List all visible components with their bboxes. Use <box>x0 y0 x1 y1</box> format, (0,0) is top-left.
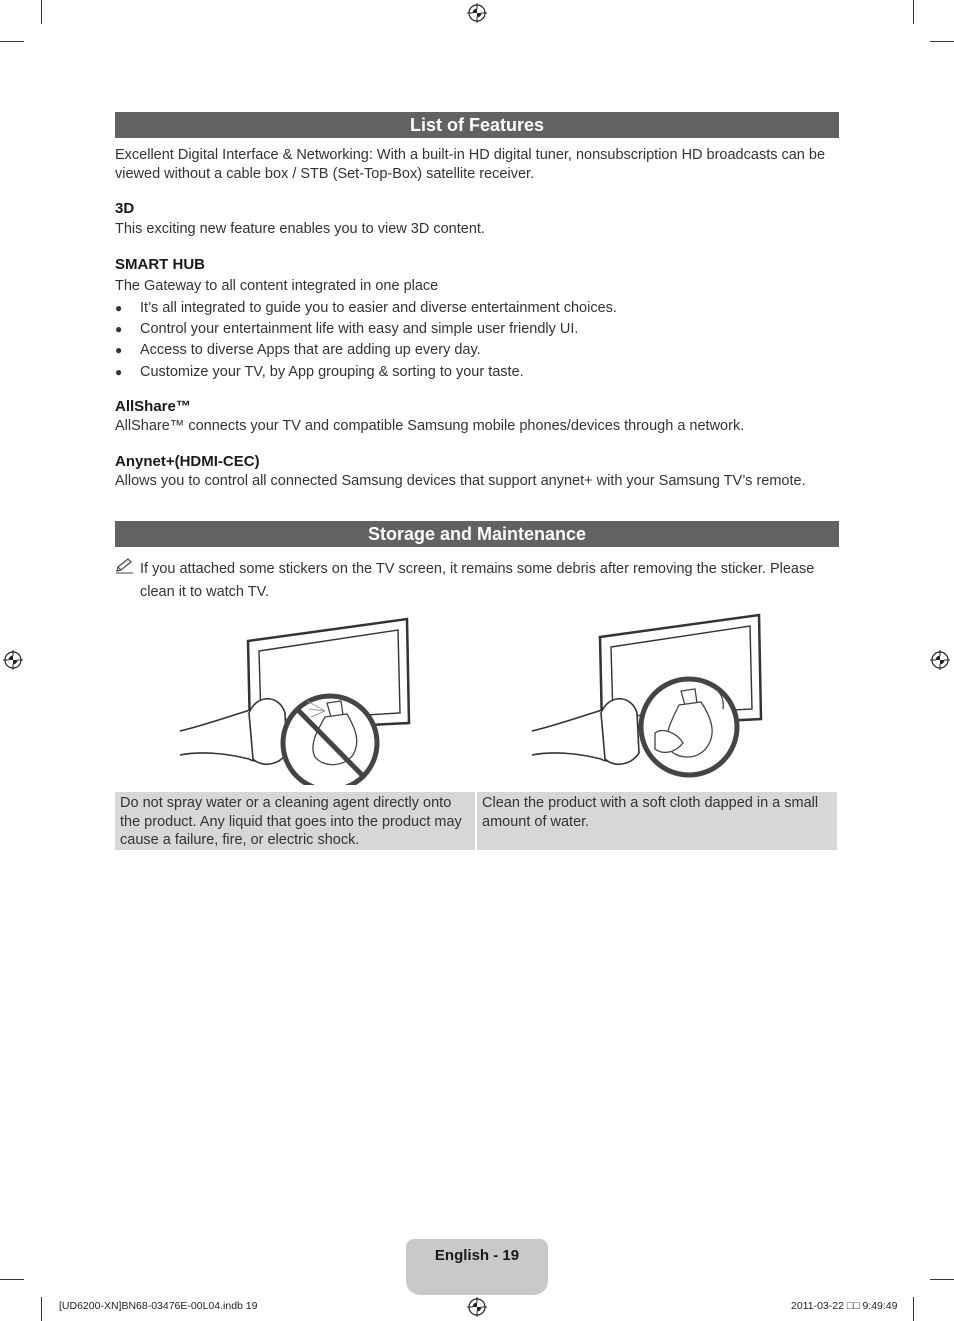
crop-mark <box>41 1297 42 1321</box>
allshare-text: AllShare™ connects your TV and compatible Samsung mobile phones/devices through a network. <box>115 418 745 434</box>
note-pencil-icon <box>115 558 135 574</box>
crop-mark <box>41 0 42 24</box>
anynet-heading: Anynet+(HDMI-CEC) <box>115 453 260 470</box>
registration-mark-icon <box>3 650 23 670</box>
threed-heading: 3D <box>115 200 135 217</box>
caption-do-not-spray: Do not spray water or a cleaning agent directly onto the product. Any liquid that goes into the product may cause a failure, fire, or electric shock. <box>115 792 475 850</box>
crop-mark <box>930 41 954 42</box>
smarthub-heading: SMART HUB <box>115 256 205 273</box>
storage-note: If you attached some stickers on the TV screen, it remains some debris after removing the sticker. Please clean it to watch TV. <box>140 561 815 600</box>
crop-mark <box>913 1297 914 1321</box>
caption-clean-cloth: Clean the product with a soft cloth dapped in a small amount of water. <box>477 792 837 850</box>
page-number-tab: English - 19 <box>406 1239 548 1295</box>
crop-mark <box>0 41 24 42</box>
features-section-title: List of Features <box>115 112 839 138</box>
file-slug: [UD6200-XN]BN68-03476E-00L04.indb 19 <box>59 1300 258 1312</box>
registration-mark-icon <box>467 1297 487 1317</box>
registration-mark-icon <box>467 3 487 23</box>
anynet-text: Allows you to control all connected Samsung devices that support anynet+ with your Samsung TV’s remote. <box>115 473 806 489</box>
storage-section-title: Storage and Maintenance <box>115 521 839 547</box>
bullet-icon: ● <box>115 301 123 315</box>
crop-mark <box>930 1279 954 1280</box>
bullet-icon: ● <box>115 343 123 357</box>
smarthub-text: The Gateway to all content integrated in one place <box>115 278 439 294</box>
crop-mark <box>0 1279 24 1280</box>
features-intro: Excellent Digital Interface & Networking: With a built-in HD digital tuner, nonsubscription HD broadcasts can be viewed without a cable box / STB (Set-Top-Box) satellite receiver. <box>115 147 826 182</box>
clean-cloth-illustration <box>527 613 767 785</box>
bullet-icon: ● <box>115 322 123 336</box>
allshare-heading: AllShare™ <box>115 398 191 415</box>
bullet-icon: ● <box>115 365 123 379</box>
no-spray-illustration <box>175 613 415 785</box>
print-timestamp: 2011-03-22 □□ 9:49:49 <box>791 1300 898 1312</box>
crop-mark <box>913 0 914 24</box>
threed-text: This exciting new feature enables you to view 3D content. <box>115 221 485 237</box>
registration-mark-icon <box>930 650 950 670</box>
